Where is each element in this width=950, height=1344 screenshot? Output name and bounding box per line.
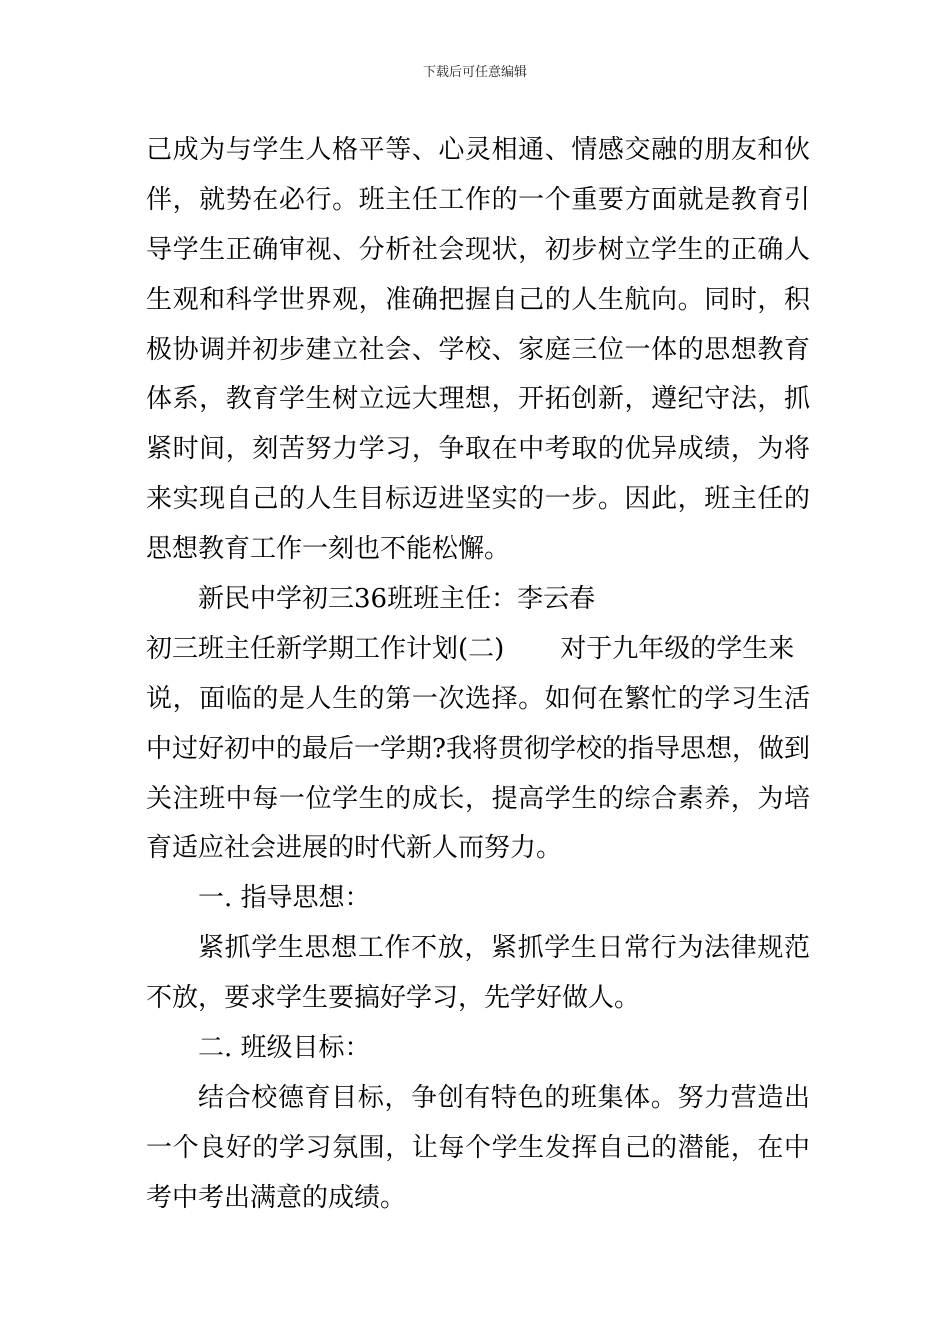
paragraph-line: 育适应社会进展的时代新人而努力。 (146, 833, 563, 864)
paragraph-line: 思想教育工作一刻也不能松懈。 (146, 534, 511, 565)
paragraph-line: 极协调并初步建立社会、学校、家庭三位一体的思想教育 (146, 334, 810, 365)
paragraph-line: 导学生正确审视、分析社会现状，初步树立学生的正确人 (146, 234, 810, 265)
paragraph-line: 关注班中每一位学生的成长，提高学生的综合素养，为培 (146, 783, 810, 814)
page-header: 下载后可任意编辑 (422, 65, 527, 80)
paragraph-line: 考中考出满意的成绩。 (146, 1182, 407, 1213)
paragraph-line: 己成为与学生人格平等、心灵相通、情感交融的朋友和伙 (146, 135, 810, 165)
paragraph-line: 中过好初中的最后一学期?我将贯彻学校的指导思想，做到 (146, 733, 810, 764)
paragraph-line: 对于九年级的学生来 (560, 633, 795, 664)
paragraph-line: 来实现自己的人生目标迈进坚实的一步。因此，班主任的 (146, 484, 810, 515)
paragraph-line: 紧时间，刻苦努力学习，争取在中考取的优异成绩，为将 (146, 434, 810, 465)
paragraph-line: 伴，就势在必行。班主任工作的一个重要方面就是教育引 (146, 184, 810, 215)
paragraph-line: 生观和科学世界观，准确把握自己的人生航向。同时，积 (146, 284, 810, 315)
paragraph-line: 体系，教育学生树立远大理想，开拓创新，遵纪守法，抓 (146, 384, 810, 415)
document-body (146, 126, 810, 1224)
section-heading: 一. 指导思想： (198, 883, 371, 914)
plan-title: 初三班主任新学期工作计划(二) (146, 633, 505, 664)
paragraph-line: 不放，要求学生要搞好学习，先学好做人。 (146, 983, 641, 1014)
paragraph-line: 紧抓学生思想工作不放，紧抓学生日常行为法律规范 (198, 933, 810, 964)
paragraph-line: 结合校德育目标，争创有特色的班集体。努力营造出 (198, 1082, 810, 1113)
section-heading: 二. 班级目标： (198, 1033, 371, 1064)
plan-title-line (146, 625, 810, 675)
signature-line: 新民中学初三36班班主任：李云春 (198, 584, 596, 615)
paragraph-line: 一个良好的学习氛围，让每个学生发挥自己的潜能，在中 (146, 1132, 810, 1163)
paragraph-line: 说，面临的是人生的第一次选择。如何在繁忙的学习生活 (146, 683, 810, 714)
